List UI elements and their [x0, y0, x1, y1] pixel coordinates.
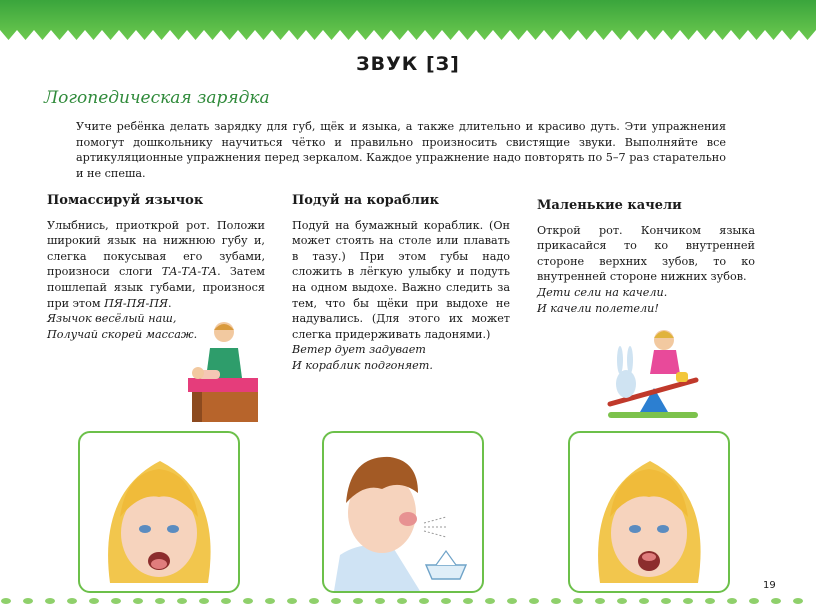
exercise-heading: Маленькие качели: [537, 198, 682, 213]
bottom-decorative-band: [0, 594, 816, 604]
page-title: ЗВУК [З]: [356, 53, 460, 75]
exercise-swing: [537, 198, 755, 316]
girl-tongue-up-illustration: [570, 433, 728, 591]
boy-blowing-illustration: [324, 433, 482, 591]
girl-tongue-illustration: [80, 433, 238, 591]
illustration-frame-left: [78, 431, 240, 593]
intro-paragraph: Учите ребёнка делать зарядку для губ, щёк и языка, а также длительно и красиво дуть. Эти упражнения помогут дошкольнику научиться чётко и правильно произносить свистящие звуки. Выполняйте все артикуляционные упражнения перед зеркалом. Каждое упражнение надо повторять по 5–7 раз старательно и не спеша.: [76, 120, 726, 180]
swing-illustration: [604, 322, 700, 418]
poem-line: Дети сели на качели.: [537, 285, 668, 299]
exercise-text: Подуй на бумажный кораблик. (Он может стоять на столе или плавать в тазу.) При этом губы надо сложить в лёгкую улыбку и подуть на одном выдохе. Важно следить за тем, что бы щёки при выдохе не надувались. (Для этого их может слегка придерживать ладонями.): [292, 218, 510, 341]
top-decorative-band: [0, 0, 816, 40]
illustration-frame-right: [568, 431, 730, 593]
page-number: 19: [763, 580, 776, 591]
exercise-text: Открой рот. Кончиком языка прикасайся то ко внутренней стороне верхних зубов, то ко внутренней стороне нижних зубов.: [537, 223, 755, 284]
section-subtitle: Логопедическая зарядка: [44, 88, 270, 108]
poem-line: И качели полетели!: [537, 301, 659, 315]
exercise-text: Улыбнись, приоткрой рот. Положи широкий язык на нижнюю губу и, слегка покусывая его зубами, произноси слоги ТА-ТА-ТА. Затем пошлепай язык губами, произнося при этом ПЯ-ПЯ-ПЯ.: [47, 218, 265, 310]
massage-illustration: [186, 318, 264, 424]
illustration-frame-middle: [322, 431, 484, 593]
exercise-heading: Помассируй язычок: [47, 193, 204, 208]
poem-line: Язычок весёлый наш,: [47, 312, 177, 326]
exercise-heading: Подуй на кораблик: [292, 193, 440, 208]
poem-line: Получай скорей массаж.: [47, 327, 198, 341]
poem-line: Ветер дует задувает: [292, 343, 426, 357]
poem-line: И кораблик подгоняет.: [292, 358, 433, 372]
exercise-boat: [292, 193, 510, 374]
